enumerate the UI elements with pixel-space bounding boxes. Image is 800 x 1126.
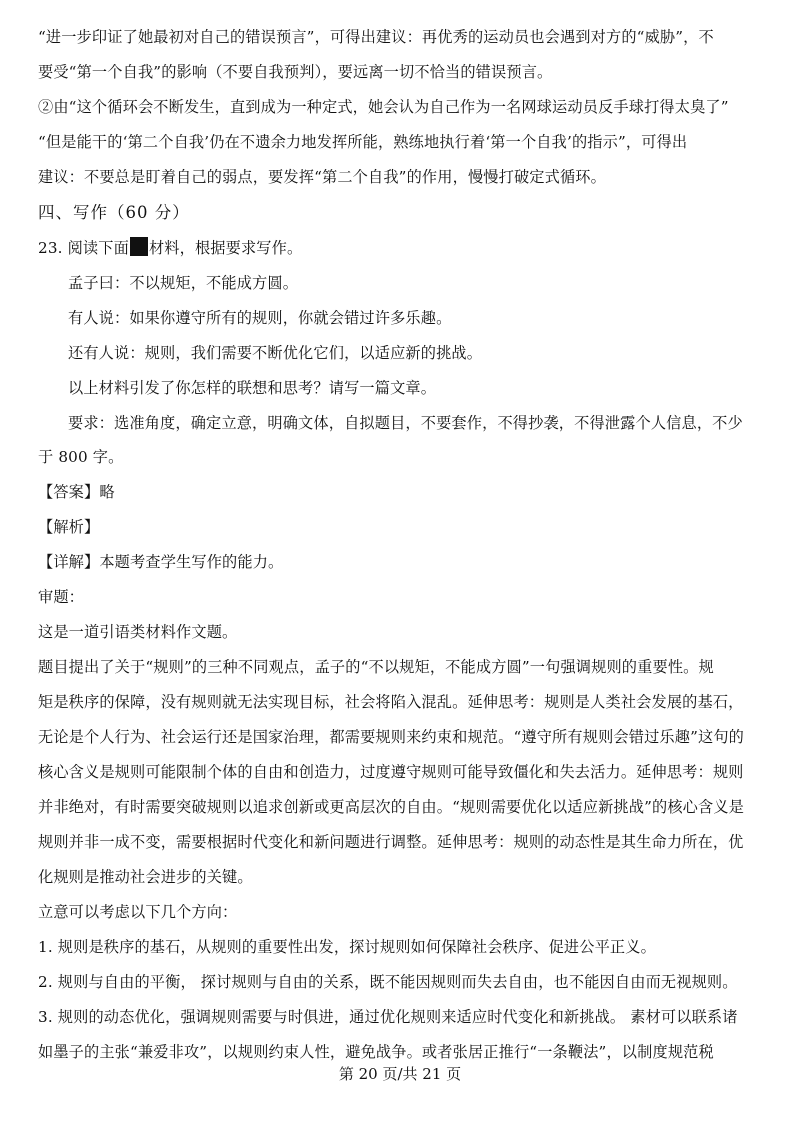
body-line: 化规则是推动社会进步的关键。 [38,868,253,886]
answer-label: 【答案】略 [38,483,115,501]
body-line: 题目提出了关于“规则”的三种不同观点，孟子的“不以规矩，不能成方圆”一句强调规则的重要性。规 [38,658,714,676]
shenti-label: 审题： [38,588,85,606]
body-line: 矩是秩序的保障，没有规则就无法实现目标，社会将陷入混乱。延伸思考：规则是人类社会发展的基石， [38,693,744,711]
body-line: 如墨子的主张“兼爱非攻”，以规则约束人性，避免战争。或者张居正推行“一条鞭法”，以制度规范税 [38,1043,714,1061]
material-line: 还有人说：规则，我们需要不断优化它们，以适应新的挑战。 [68,344,483,362]
body-line: 这是一道引语类材料作文题。 [38,623,238,641]
list-item: 3. 规则的动态优化，强调规则需要与时俱进，通过优化规则来适应时代变化和新挑战。 素材可以联系诸 [38,1008,738,1026]
text-line: 建议：不要总是盯着自己的弱点，要发挥“第二个自我”的作用，慢慢打破定式循环。 [38,168,606,186]
body-line: 规则并非一成不变，需要根据时代变化和新问题进行调整。延伸思考：规则的动态性是其生命力所在，优 [38,833,744,851]
text-line: “进一步印证了她最初对自己的错误预言”，可得出建议：再优秀的运动员也会遇到对方的“威胁”，不 [38,28,714,46]
question-prefix: 23. 阅读下面 [38,239,129,257]
requirement-tail: 于 800 字。 [38,448,124,466]
list-item: 2. 规则与自由的平衡， 探讨规则与自由的关系，既不能因规则而失去自由，也不能因自由而无视规则。 [38,973,738,991]
material-line: 以上材料引发了你怎样的联想和思考？请写一篇文章。 [68,379,437,397]
page-footer: 第 20 页/共 21 页 [338,1065,462,1083]
body-line: 立意可以考虑以下几个方向： [38,903,238,921]
redaction-block [130,237,148,256]
question-line [38,237,762,259]
text-line: “但是能干的‘第二个自我’仍在不遗余力地发挥所能，熟练地执行着‘第一个自我’的指示”，可得出 [38,133,688,151]
list-item: 1. 规则是秩序的基石，从规则的重要性出发，探讨规则如何保障社会秩序、促进公平正义。 [38,938,656,956]
body-line: 无论是个人行为、社会运行还是国家治理，都需要规则来约束和规范。“遵守所有规则会错过乐趣”这句的 [38,728,745,746]
text-line: ②由“这个循环会不断发生，直到成为一种定式，她会认为自己作为一名网球运动员反手球打得太臭了” [38,98,729,116]
material-line: 有人说：如果你遵守所有的规则，你就会错过许多乐趣。 [68,309,452,327]
text-line: 要受“第一个自我”的影响（不要自我预判），要远离一切不恰当的错误预言。 [38,63,553,81]
body-line: 并非绝对，有时需要突破规则以追求创新或更高层次的自由。“规则需要优化以适应新挑战”的核心含义是 [38,798,745,816]
section-title: 四、写作（60 分） [38,203,190,222]
analysis-label: 【解析】 [38,518,100,536]
question-suffix: 材料，根据要求写作。 [148,239,303,257]
requirement-line: 要求：选准角度，确定立意，明确文体，自拟题目，不要套作，不得抄袭，不得泄露个人信息，不少 [68,414,743,432]
material-line: 孟子曰：不以规矩，不能成方圆。 [68,274,299,292]
body-line: 核心含义是规则可能限制个体的自由和创造力，过度遵守规则可能导致僵化和失去活力。延伸思考：规则 [38,763,744,781]
detail-label: 【详解】本题考查学生写作的能力。 [38,553,284,571]
